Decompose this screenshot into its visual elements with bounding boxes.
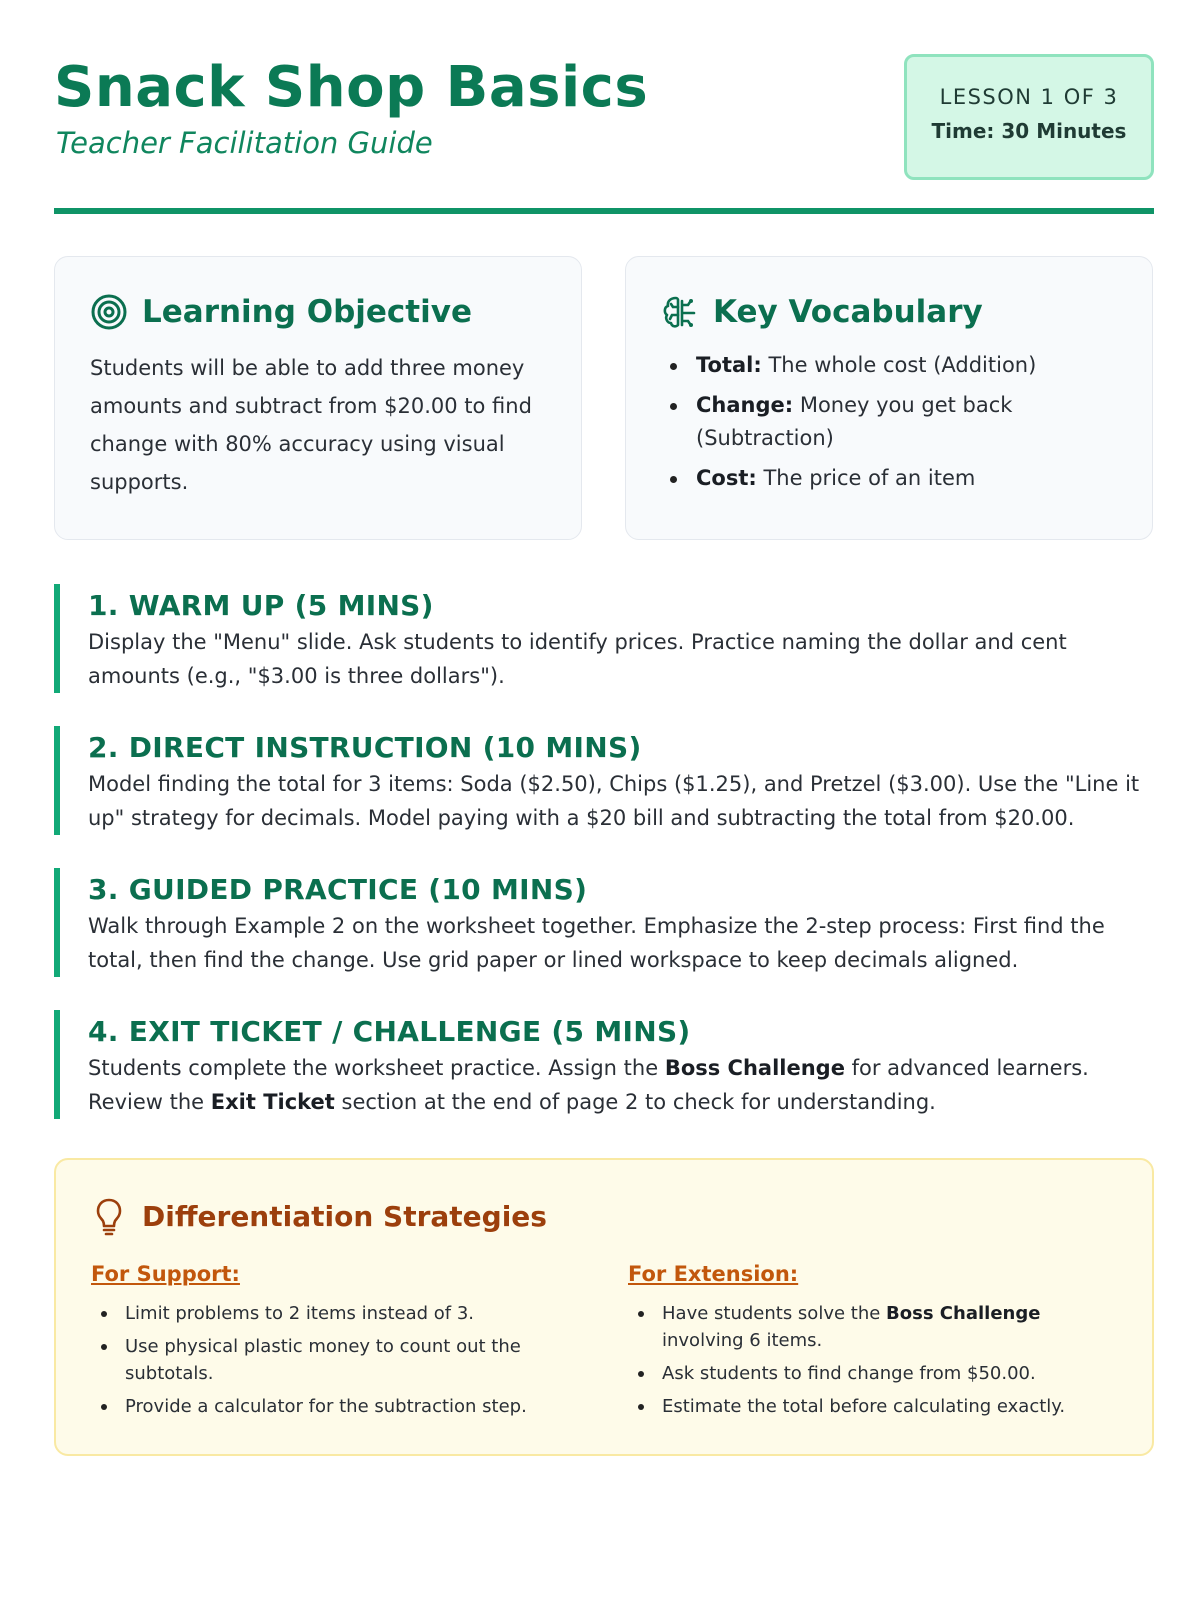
list-item: Estimate the total before calculating exactly. bbox=[628, 1393, 1108, 1420]
list-item bbox=[628, 1300, 1108, 1354]
support-list bbox=[91, 1300, 571, 1420]
list-item: Provide a calculator for the subtraction step. bbox=[91, 1393, 571, 1420]
list-text: Have students solve the bbox=[662, 1303, 887, 1324]
step-title: 1. WARM UP (5 MINS) bbox=[88, 589, 434, 622]
support-heading: For Support: bbox=[91, 1262, 240, 1286]
step-exit-ticket bbox=[54, 1010, 1164, 1119]
page-header bbox=[54, 52, 1154, 216]
vocabulary-list bbox=[656, 349, 1122, 502]
extension-column bbox=[628, 1262, 1108, 1426]
vocab-definition: Money you get back (Subtraction) bbox=[696, 393, 1013, 450]
step-guided-practice bbox=[54, 868, 1164, 977]
support-column bbox=[91, 1262, 571, 1426]
lesson-number: LESSON 1 OF 3 bbox=[939, 85, 1119, 109]
key-vocabulary-header bbox=[661, 293, 983, 331]
step-text bbox=[88, 1051, 1164, 1119]
step-text-part: for advanced learners. Review the bbox=[88, 1056, 1089, 1114]
step-text: Walk through Example 2 on the worksheet together. Emphasize the 2-step process: First find the total, then find the change. Use grid paper or lined workspace to keep decimals aligned. bbox=[88, 914, 1105, 972]
list-item: Limit problems to 2 items instead of 3. bbox=[91, 1300, 571, 1327]
learning-objective-title: Learning Objective bbox=[142, 294, 472, 330]
brain-icon bbox=[661, 293, 699, 331]
list-item bbox=[656, 462, 1122, 495]
boss-challenge-term: Boss Challenge bbox=[664, 1056, 845, 1080]
vocab-term: Total: bbox=[696, 353, 762, 377]
extension-heading: For Extension: bbox=[628, 1262, 799, 1286]
vocab-term: Cost: bbox=[696, 466, 757, 490]
step-warm-up bbox=[54, 584, 1164, 693]
learning-objective-header bbox=[90, 293, 472, 331]
header-divider bbox=[54, 208, 1154, 214]
differentiation-header bbox=[92, 1196, 547, 1236]
step-title: 3. GUIDED PRACTICE (10 MINS) bbox=[88, 873, 588, 906]
step-title: 4. EXIT TICKET / CHALLENGE (5 MINS) bbox=[88, 1015, 691, 1048]
step-text: Model finding the total for 3 items: Soda ($2.50), Chips ($1.25), and Pretzel ($3.00). Use the "Line it up" strategy for decimals. Model paying with a $20 bill and subtracting the total from $20.00. bbox=[88, 772, 1140, 830]
step-direct-instruction bbox=[54, 726, 1164, 835]
list-item bbox=[656, 389, 1122, 455]
exit-ticket-term: Exit Ticket bbox=[210, 1090, 335, 1114]
step-text-part: section at the end of page 2 to check for understanding. bbox=[334, 1090, 936, 1114]
differentiation-title: Differentiation Strategies bbox=[142, 1199, 547, 1233]
vocab-definition: The price of an item bbox=[756, 466, 976, 490]
step-title: 2. DIRECT INSTRUCTION (10 MINS) bbox=[88, 731, 642, 764]
differentiation-card bbox=[54, 1158, 1154, 1456]
boss-challenge-term: Boss Challenge bbox=[886, 1303, 1041, 1324]
extension-list bbox=[628, 1300, 1108, 1420]
lesson-badge bbox=[904, 54, 1154, 180]
page-subtitle: Teacher Facilitation Guide bbox=[56, 126, 433, 160]
step-text: Display the "Menu" slide. Ask students to identify prices. Practice naming the dollar and cent amounts (e.g., "$3.00 is three dollars"). bbox=[88, 630, 1067, 688]
list-item bbox=[656, 349, 1122, 382]
vocab-definition: The whole cost (Addition) bbox=[761, 353, 1037, 377]
page-title: Snack Shop Basics bbox=[54, 55, 649, 120]
target-icon bbox=[90, 293, 128, 331]
vocab-term: Change: bbox=[696, 393, 794, 417]
list-item: Ask students to find change from $50.00. bbox=[628, 1360, 1108, 1387]
lesson-time: Time: 30 Minutes bbox=[931, 119, 1127, 143]
list-text: involving 6 items. bbox=[662, 1330, 823, 1351]
lightbulb-icon bbox=[92, 1196, 126, 1236]
learning-objective-text: Students will be able to add three money amounts and subtract from $20.00 to find change with 80% accuracy using visual supports. bbox=[90, 356, 532, 494]
step-text-part: Students complete the worksheet practice. Assign the bbox=[88, 1056, 665, 1080]
key-vocabulary-card bbox=[625, 256, 1153, 540]
list-item: Use physical plastic money to count out the subtotals. bbox=[91, 1333, 571, 1387]
key-vocabulary-title: Key Vocabulary bbox=[713, 294, 983, 330]
learning-objective-card bbox=[54, 256, 582, 540]
